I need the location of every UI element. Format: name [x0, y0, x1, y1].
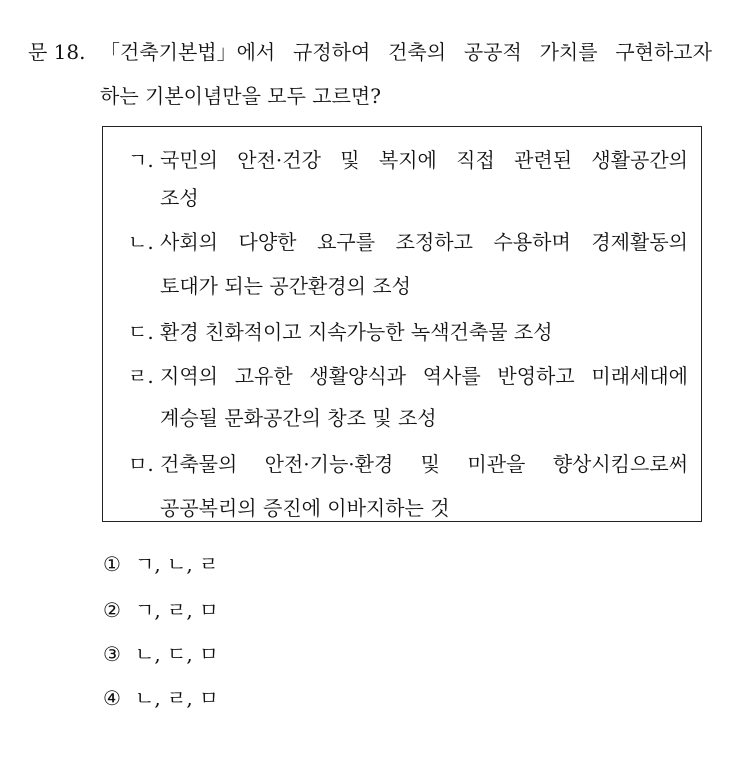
statement-marker-nieun: ㄴ. [128, 230, 154, 254]
statement-word: 요구를 [317, 230, 376, 254]
choice-3[interactable] [103, 638, 218, 667]
choice-number: ④ [103, 686, 121, 710]
statement-giyeok-line1 [160, 144, 688, 173]
statement-marker-rieul: ㄹ. [128, 364, 154, 388]
statement-word: 및 [420, 452, 440, 476]
statement-marker-digeut: ㄷ. [128, 320, 154, 344]
stem-word: 규정하여 [293, 40, 371, 64]
statement-word: 조정하고 [395, 230, 473, 254]
statement-mieum-line1 [160, 448, 688, 477]
statement-word: 경제활동의 [591, 230, 688, 254]
statement-rieul-line2: 계승될 문화공간의 창조 및 조성 [160, 406, 437, 430]
statement-marker-giyeok: ㄱ. [128, 148, 154, 172]
stem-word: 건축의 [388, 40, 447, 64]
question-stem-line1 [100, 36, 712, 65]
statement-word: 및 [340, 148, 360, 172]
statement-word: 향상시킴으로써 [552, 452, 688, 476]
choice-text: ㄴ, ㄹ, ㅁ [135, 686, 219, 710]
statement-nieun-line1 [160, 226, 688, 255]
choice-number: ② [103, 598, 121, 622]
question-number: 문 18. [28, 40, 86, 64]
statement-word: 역사를 [422, 364, 481, 388]
statement-word: 생활양식과 [309, 364, 406, 388]
statement-word: 수용하며 [493, 230, 571, 254]
stem-word: 가치를 [539, 40, 598, 64]
question-stem-line2: 하는 기본이념만을 모두 고르면? [100, 84, 381, 108]
statement-mieum-line2: 공공복리의 증진에 이바지하는 것 [160, 496, 450, 520]
statement-word: 반영하고 [497, 364, 575, 388]
statement-word: 국민의 [160, 148, 218, 172]
statement-marker-mieum: ㅁ. [128, 452, 154, 476]
statement-word: 안전·기능·환경 [264, 452, 394, 476]
statement-nieun-line2: 토대가 되는 공간환경의 조성 [160, 274, 411, 298]
statement-word: 지역의 [160, 364, 218, 388]
choice-4[interactable] [103, 682, 218, 711]
statement-word: 미래세대에 [591, 364, 688, 388]
choice-number: ① [103, 552, 121, 576]
choice-text: ㄱ, ㄴ, ㄹ [135, 552, 219, 576]
statement-word: 사회의 [160, 230, 218, 254]
choice-text: ㄴ, ㄷ, ㅁ [135, 642, 219, 666]
statement-rieul-line1 [160, 360, 688, 389]
choice-2[interactable] [103, 594, 218, 623]
statement-word: 안전·건강 [237, 148, 321, 172]
statement-word: 관련된 [514, 148, 573, 172]
statement-word: 직접 [456, 148, 495, 172]
stem-word: 구현하고자 [615, 40, 712, 64]
choice-number: ③ [103, 642, 121, 666]
statement-giyeok-line2: 조성 [160, 186, 199, 210]
statement-word: 다양한 [238, 230, 297, 254]
choice-1[interactable] [103, 548, 218, 577]
choice-text: ㄱ, ㄹ, ㅁ [135, 598, 219, 622]
statement-word: 미관을 [467, 452, 526, 476]
statement-word: 복지에 [378, 148, 437, 172]
statement-digeut-line1: 환경 친화적이고 지속가능한 녹색건축물 조성 [160, 320, 553, 344]
stem-word: 공공적 [463, 40, 522, 64]
stem-word: 「건축기본법」에서 [100, 40, 276, 64]
statement-word: 건축물의 [160, 452, 238, 476]
statement-word: 생활공간의 [591, 148, 688, 172]
statement-word: 고유한 [234, 364, 293, 388]
